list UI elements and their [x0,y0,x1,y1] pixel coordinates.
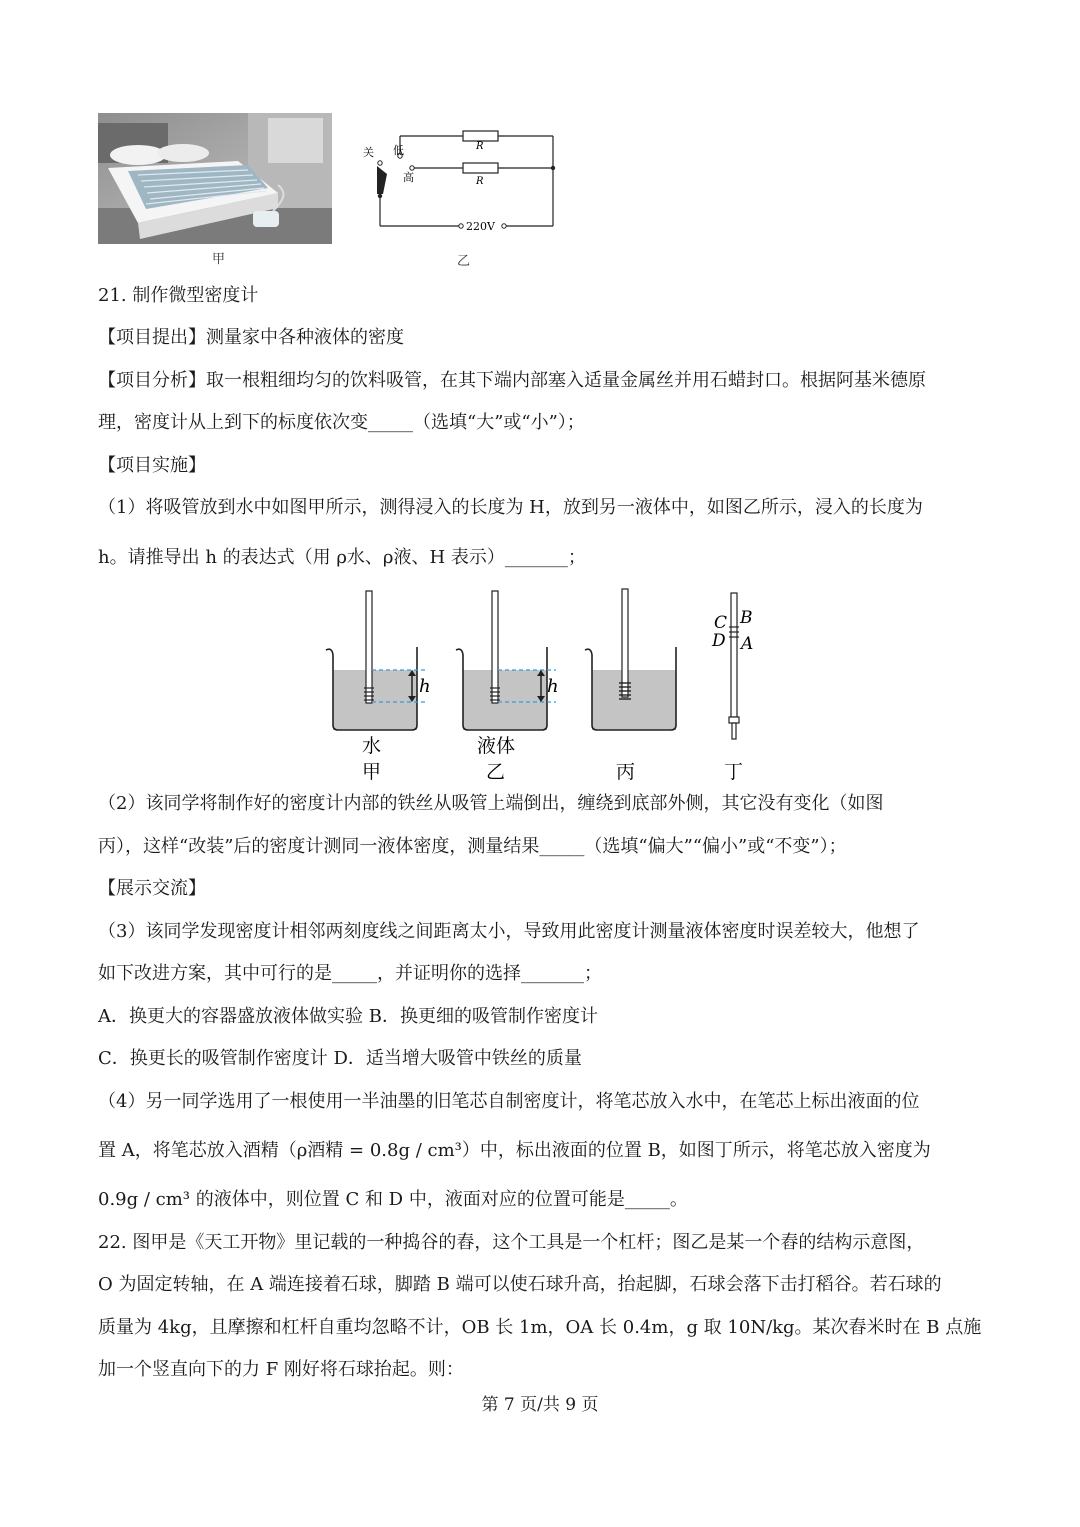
label-liquid: 液体 [477,735,516,757]
mark-C: C [714,613,728,633]
selector-switch [377,166,387,194]
photo-caption: 甲 [212,252,226,267]
caption-jia: 甲 [362,761,382,783]
circuit-caption: 乙 [457,254,471,269]
q22-line-3: 质量为 4kg，且摩擦和杠杆自重均忽略不计，OB 长 1m，OA 长 0.4m，g 取 10N/kg。某次舂米时在 B 点施 [98,1317,982,1338]
q22-line-2: O 为固定转轴，在 A 端连接着石球，脚踏 B 端可以使石球升高，抬起脚，石球会落下击打稻谷。若石球的 [98,1274,942,1295]
switch-low-label: 低 [393,144,404,157]
beaker-water [326,591,431,730]
density-meter-figure [320,585,770,785]
q21-line-4: 【项目实施】 [98,455,206,476]
q21-option-ab: A．换更大的容器盛放液体做实验 B．换更细的吸管制作密度计 [98,1006,598,1027]
label-water: 水 [362,735,382,757]
page-number: 第 7 页/共 9 页 [481,1395,599,1415]
beaker-liquid [456,591,559,730]
q22-line-4: 加一个竖直向下的力 F 刚好将石球抬起。则： [98,1359,464,1380]
q21-line-5: （1）将吸管放到水中如图甲所示，测得浸入的长度为 H，放到另一液体中，如图乙所示，浸入的长度为 [98,497,923,518]
caption-ding: 丁 [724,761,744,783]
q21-line-8: 丙），这样“改装”后的密度计测同一液体密度，测量结果_____（选填“偏大”“偏小”或“不变”）； [98,836,847,857]
q21-line-3: 理，密度计从上到下的标度依次变_____（选填“大”或“小”）； [98,412,585,433]
q21-title: 21. 制作微型密度计 [98,285,259,306]
heater-circuit-diagram [355,118,565,243]
q21-line-2: 【项目分析】取一根粗细均匀的饮料吸管，在其下端内部塞入适量金属丝并用石蜡封口。根据阿基米德原 [98,370,926,391]
resistor-top [463,131,498,141]
caption-yi: 乙 [486,761,506,783]
beaker-modified [585,589,676,730]
q21-line-16: 0.9g / cm³ 的液体中，则位置 C 和 D 中，液面对应的位置可能是_____。 [98,1189,688,1210]
switch-off-label: 关 [363,146,374,159]
q21-line-11: 如下改进方案，其中可行的是_____，并证明你的选择_______； [98,963,602,984]
q21-option-cd: C．换更长的吸管制作密度计 D．适当增大吸管中铁丝的质量 [98,1048,582,1069]
q21-line-14: （4）另一同学选用了一根使用一半油墨的旧笔芯自制密度计，将笔芯放入水中，在笔芯上标出液面的位 [98,1091,920,1112]
q21-line-1: 【项目提出】测量家中各种液体的密度 [98,327,404,348]
q21-line-9: 【展示交流】 [98,878,206,899]
caption-bing: 丙 [616,761,636,783]
h-label-liquid: h [547,676,559,697]
q21-line-10: （3）该同学发现密度计相邻两刻度线之间距离太小，导致用此密度计测量液体密度时误差较大，他想了 [98,921,920,942]
q21-line-7: （2）该同学将制作好的密度计内部的铁丝从吸管上端倒出，缠绕到底部外侧，其它没有变化（如图 [98,793,884,814]
mark-A: A [741,634,754,654]
q22-line-1: 22. 图甲是《天工开物》里记载的一种捣谷的舂，这个工具是一个杠杆；图乙是某一个舂的结构示意图， [98,1232,925,1253]
bed-illustration [98,113,332,244]
q21-line-15: 置 A，将笔芯放入酒精（ρ酒精 = 0.8g / cm³）中，标出液面的位置 B，如图丁所示，将笔芯放入密度为 [98,1140,931,1161]
resistor-bottom-label: R [476,176,484,187]
mark-D: D [712,631,726,651]
h-label-water: h [419,676,431,697]
voltage-label: 220V [466,220,495,233]
resistor-bottom [463,163,498,173]
mark-B: B [740,608,753,628]
pen-refill-scale [711,593,753,739]
switch-high-label: 高 [403,171,414,184]
q21-line-6: h。请推导出 h 的表达式（用 ρ水、ρ液、H 表示）_______； [98,547,586,568]
electric-blanket-photo [98,113,332,244]
resistor-top-label: R [476,141,484,152]
